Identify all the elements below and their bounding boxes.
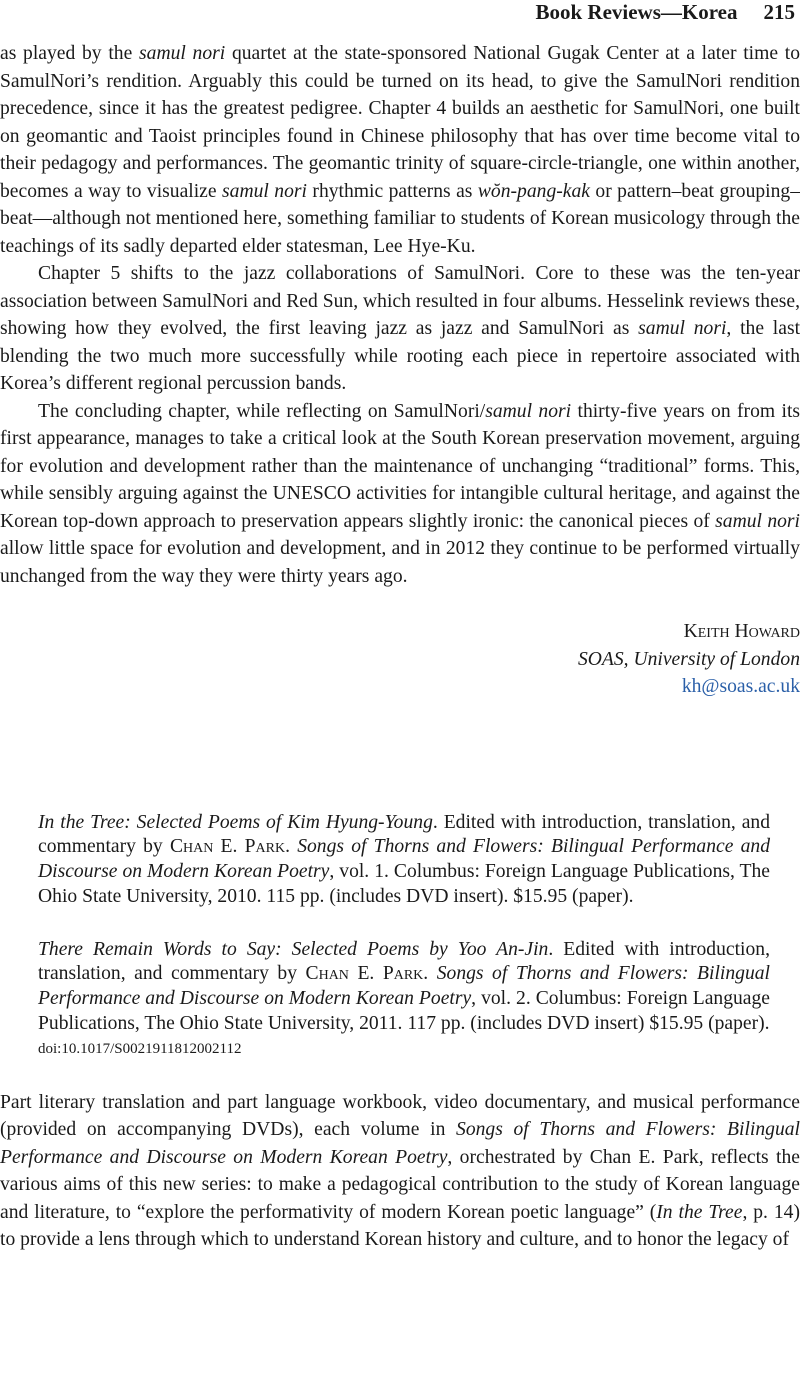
- text: .: [285, 836, 298, 858]
- italic-term: wŏn-pang-kak: [477, 180, 590, 202]
- italic-term: samul nori: [485, 400, 572, 422]
- bibliography-entry-2: [38, 938, 770, 1037]
- doi-link[interactable]: doi:10.1017/S0021911812002112: [38, 1040, 242, 1057]
- text: , vol. 1. Columbus: Foreign Language Publications, The Ohio State University, 2010. 115 pp. (includes DVD insert). $15.95 (paper).: [38, 861, 770, 907]
- italic-term: samul nori: [139, 43, 226, 64]
- running-title: Book Reviews—Korea: [535, 0, 738, 24]
- page-number: 215: [763, 0, 795, 24]
- running-header: [535, 0, 795, 32]
- paragraph-chapter-4: [0, 40, 800, 260]
- italic-term: samul nori: [638, 318, 727, 339]
- text: Chapter 5 shifts to the jazz collaborations of SamulNori. Core to these was the ten-year association between SamulNori and Red Sun, which resulted in four albums. Hesselink reviews these, showing how they evolved, the first leaving jazz as jazz and SamulNori as: [0, 263, 800, 339]
- paragraph-conclusion: [0, 398, 800, 591]
- reviewer-name: Keith Howard: [683, 621, 800, 642]
- reviewer-affiliation: SOAS, University of London: [577, 648, 800, 670]
- paragraph-review-2-intro: [0, 1089, 800, 1254]
- text: , orchestrated by Chan E. Park, reflects the various aims of this new series: to make a pedagogical contribution to the study of Korean language and literature, to “explore the performativity of modern Korean poetic language” (: [0, 1146, 800, 1223]
- series-title: Songs of Thorns and Flowers: Bilingual Performance and Discourse on Modern Korean Poetry: [0, 1119, 800, 1168]
- text: , the last blending the two much more successfully while rooting each piece in repertoire associated with Korea’s different regional percussion bands.: [0, 318, 800, 394]
- text: as played by the: [0, 43, 140, 64]
- text: quartet at the state-sponsored National Gugak Center at a later time to SamulNori’s rendition. Arguably this could be turned on its head, to give the SamulNori rendition precedence, since it has the greatest pedigree. Chapter 4 builds an aesthetic for SamulNori, one built on geomantic and Taoist principles found in Chinese philosophy that has over time become vital to their pedagogy and performances. The geomantic trinity of square-circle-triangle, one within another, becomes a way to visualize: [0, 43, 800, 202]
- text: Part literary translation and part language workbook, video documentary, and musical performance (provided on accompanying DVDs), each volume in: [0, 1091, 800, 1141]
- editor-name: Chan E. Park: [305, 963, 424, 985]
- text: thirty-five years on from its first appearance, manages to take a critical look at the South Korean preservation movement, arguing for evolution and development rather than the maintenance of unchanging “traditional” forms. This, while sensibly arguing against the UNESCO activities for intangible cultural heritage, and against the Korean top-down approach to preservation appears slightly ironic: the canonical pieces of: [0, 400, 800, 532]
- italic-term: samul nori: [222, 180, 307, 202]
- italic-term: samul nori: [715, 510, 800, 532]
- reviewer-email-link[interactable]: kh@soas.ac.uk: [681, 676, 800, 697]
- bibliography-block: [0, 811, 800, 1060]
- text: , vol. 2. Columbus: Foreign Language Publications, The Ohio State University, 2011. 117 pp. (includes DVD insert) $15.95 (paper).: [38, 988, 770, 1035]
- series-title: Songs of Thorns and Flowers: Bilingual Performance and Discourse on Modern Korean Poetry: [38, 963, 770, 1010]
- paragraph-chapter-5: [0, 260, 800, 398]
- text: allow little space for evolution and development, and in 2012 they continue to be performed virtually unchanged from the way they were thirty years ago.: [0, 538, 800, 587]
- text: The concluding chapter, while reflecting on SamulNori/: [38, 400, 486, 422]
- book-title: In the Tree: [656, 1201, 743, 1223]
- editor-name: Chan E. Park: [169, 836, 286, 858]
- bibliography-entry-1: [38, 811, 770, 910]
- book-title: There Remain Words to Say: Selected Poems by Yoo An-Jin: [38, 938, 549, 960]
- text: . Edited with introduction, translation, and commentary by: [38, 811, 770, 858]
- text: rhythmic patterns as: [306, 180, 478, 202]
- text: or pattern–beat grouping–beat—although not mentioned here, something familiar to students of Korean musicology through the teachings of its sadly departed elder statesman, Lee Hye-Ku.: [0, 180, 800, 257]
- series-title: Songs of Thorns and Flowers: Bilingual Performance and Discourse on Modern Korean Poetry: [38, 836, 770, 883]
- reviewer-signature: [0, 618, 800, 701]
- article-body: [0, 40, 800, 1254]
- text: .: [423, 963, 437, 985]
- text: . Edited with introduction, translation, and commentary by: [38, 938, 770, 985]
- book-title: In the Tree: Selected Poems of Kim Hyung-Young: [38, 811, 433, 833]
- text: , p. 14) to provide a lens through which to understand Korean history and culture, and to honor the legacy of: [0, 1201, 800, 1251]
